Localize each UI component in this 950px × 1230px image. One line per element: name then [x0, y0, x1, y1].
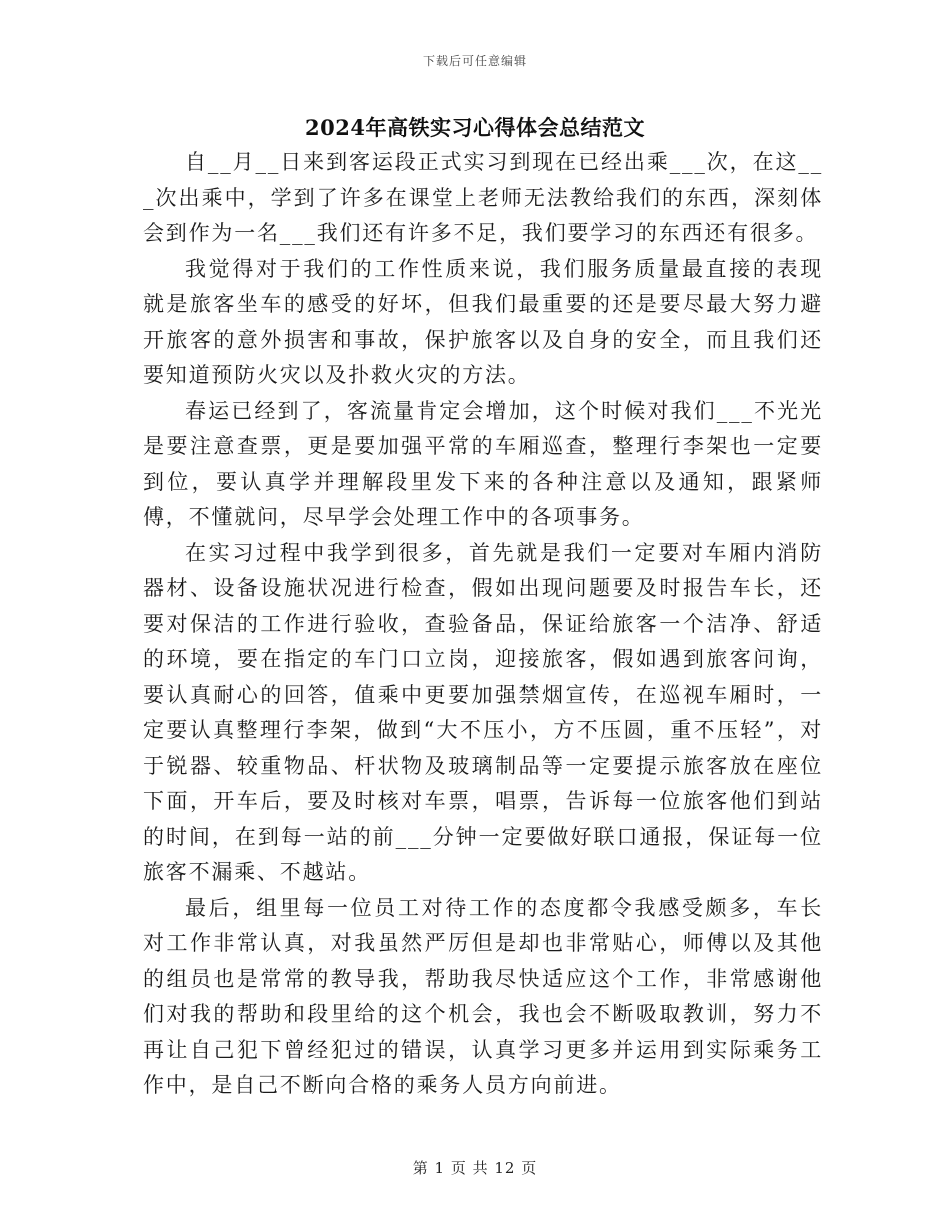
paragraph-1: 自__月__日来到客运段正式实习到现在已经出乘___次，在这___次出乘中，学到了许多在课堂上老师无法教给我们的东西，深刻体会到作为一名___我们还有许多不足，我们要学习的东西还有很多。 — [143, 150, 823, 245]
document-body — [143, 145, 823, 1104]
page-number-footer: 第 1 页 共 12 页 — [412, 1159, 538, 1177]
paragraph-4: 在实习过程中我学到很多，首先就是我们一定要对车厢内消防器材、设备设施状况进行检查，假如出现问题要及时报告车长，还要对保洁的工作进行验收，查验备品，保证给旅客一个洁净、舒适的环境，要在指定的车门口立岗，迎接旅客，假如遇到旅客问询，要认真耐心的回答，值乘中更要加强禁烟宣传，在巡视车厢时，一定要认真整理行李架，做到“大不压小，方不压圆，重不压轻”，对于锐器、较重物品、杆状物及玻璃制品等一定要提示旅客放在座位下面，开车后，要及时核对车票，唱票，告诉每一位旅客他们到站的时间，在到每一站的前___分钟一定要做好联口通报，保证每一位旅客不漏乘、不越站。 — [143, 540, 823, 884]
paragraph-3: 春运已经到了，客流量肯定会增加，这个时候对我们___不光光是要注意查票，更是要加强平常的车厢巡查，整理行李架也一定要到位，要认真学并理解段里发下来的各种注意以及通知，跟紧师傅，不懂就问，尽早学会处理工作中的各项事务。 — [143, 398, 823, 529]
paragraph-2: 我觉得对于我们的工作性质来说，我们服务质量最直接的表现就是旅客坐车的感受的好坏，但我们最重要的还是要尽最大努力避开旅客的意外损害和事故，保护旅客以及自身的安全，而且我们还要知道预防火灾以及扑救火灾的方法。 — [143, 256, 823, 387]
paragraph-5: 最后，组里每一位员工对待工作的态度都令我感受颇多，车长对工作非常认真，对我虽然严厉但是却也非常贴心，师傅以及其他的组员也是常常的教导我，帮助我尽快适应这个工作，非常感谢他们对我的帮助和段里给的这个机会，我也会不断吸取教训，努力不再让自己犯下曾经犯过的错误，认真学习更多并运用到实际乘务工作中，是自己不断向合格的乘务人员方向前进。 — [143, 895, 823, 1097]
document-title: 2024年高铁实习心得体会总结范文 — [305, 115, 645, 140]
header-note: 下载后可任意编辑 — [422, 54, 527, 68]
